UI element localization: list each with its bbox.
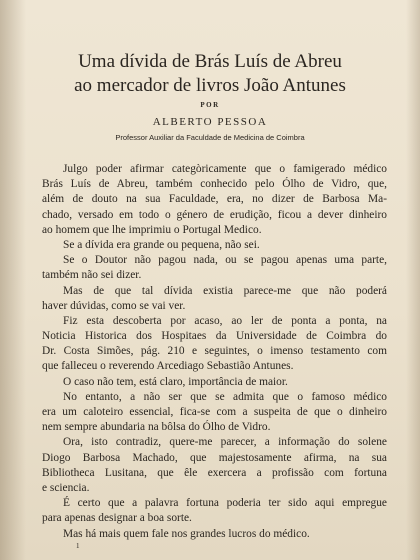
title-line-2: ao mercador de livros João Antunes bbox=[74, 75, 346, 96]
page-edge-shadow bbox=[406, 0, 420, 560]
body-line: e sciencia. bbox=[42, 481, 90, 494]
body-line: Fiz esta descoberta por acaso, ao ler de ponta a ponta, na bbox=[63, 314, 387, 327]
body-line: Se a dívida era grande ou pequena, não sei. bbox=[63, 238, 260, 251]
body-line: Diogo Barbosa Machado, que majestosamente afirma, na sua bbox=[42, 451, 387, 464]
author-affiliation: Professor Auxiliar da Faculdade de Medicina de Coimbra bbox=[115, 133, 305, 142]
body-line: Julgo poder afirmar categòricamente que o famigerado médico bbox=[63, 163, 387, 175]
body-line: que falleceu o reverendo Arcediago Sebastião Antunes. bbox=[42, 360, 294, 373]
title-line-1: Uma dívida de Brás Luís de Abreu bbox=[78, 51, 342, 72]
article-body bbox=[42, 162, 387, 542]
page-folio: 1 bbox=[76, 542, 80, 550]
article-title bbox=[40, 50, 380, 98]
body-line: haver dúvidas, como se vai ver. bbox=[42, 299, 186, 312]
body-line: para apenas designar a boa sorte. bbox=[42, 512, 192, 525]
body-line: Dr. Costa Simões, pág. 210 e seguintes, o imenso testamento com bbox=[42, 345, 387, 358]
body-line: Noticia Historica dos Hospitaes da Universidade de Coimbra do bbox=[42, 330, 387, 343]
body-line: No entanto, a não ser que se admita que o famoso médico bbox=[63, 390, 387, 403]
body-line: além de douto na sua Faculdade, era, no dizer de Barbosa Ma- bbox=[42, 193, 387, 206]
body-line: Ora, isto contradiz, quere-me parecer, a informação do solene bbox=[63, 436, 387, 449]
author-name: ALBERTO PESSOA bbox=[152, 116, 268, 128]
body-line: É certo que a palavra fortuna poderia ter sido aqui empregue bbox=[63, 497, 387, 510]
body-line: Mas de que tal dívida existia parece-me que não poderá bbox=[63, 284, 387, 297]
byline: POR bbox=[200, 101, 220, 109]
body-line: era um caloteiro essencial, fica-se com a suspeita de que o dinheiro bbox=[42, 406, 387, 418]
body-line: ao homem que lhe imprimiu o Portugal Medico. bbox=[42, 223, 262, 236]
body-line: Mas há mais quem fale nos grandes lucros do médico. bbox=[63, 527, 310, 540]
body-line: O caso não tem, está claro, importância de maior. bbox=[63, 375, 288, 388]
body-line: Bibliotheca Lusitana, que êle exercera a profissão com fortuna bbox=[42, 466, 387, 479]
body-line: Se o Doutor não pagou nada, ou se pagou apenas uma parte, bbox=[63, 254, 387, 267]
body-line: também não sei dizer. bbox=[42, 269, 142, 282]
body-line: nem sempre abundaria na bôlsa do Ólho de Vidro. bbox=[42, 421, 271, 434]
body-line: Brás Luís de Abreu, também conhecido pelo Ólho de Vidro, que, bbox=[42, 178, 387, 191]
page-gutter-shadow bbox=[0, 0, 26, 560]
body-line: chado, versado em todo o género de erudição, ficou a dever dinheiro bbox=[42, 208, 387, 221]
